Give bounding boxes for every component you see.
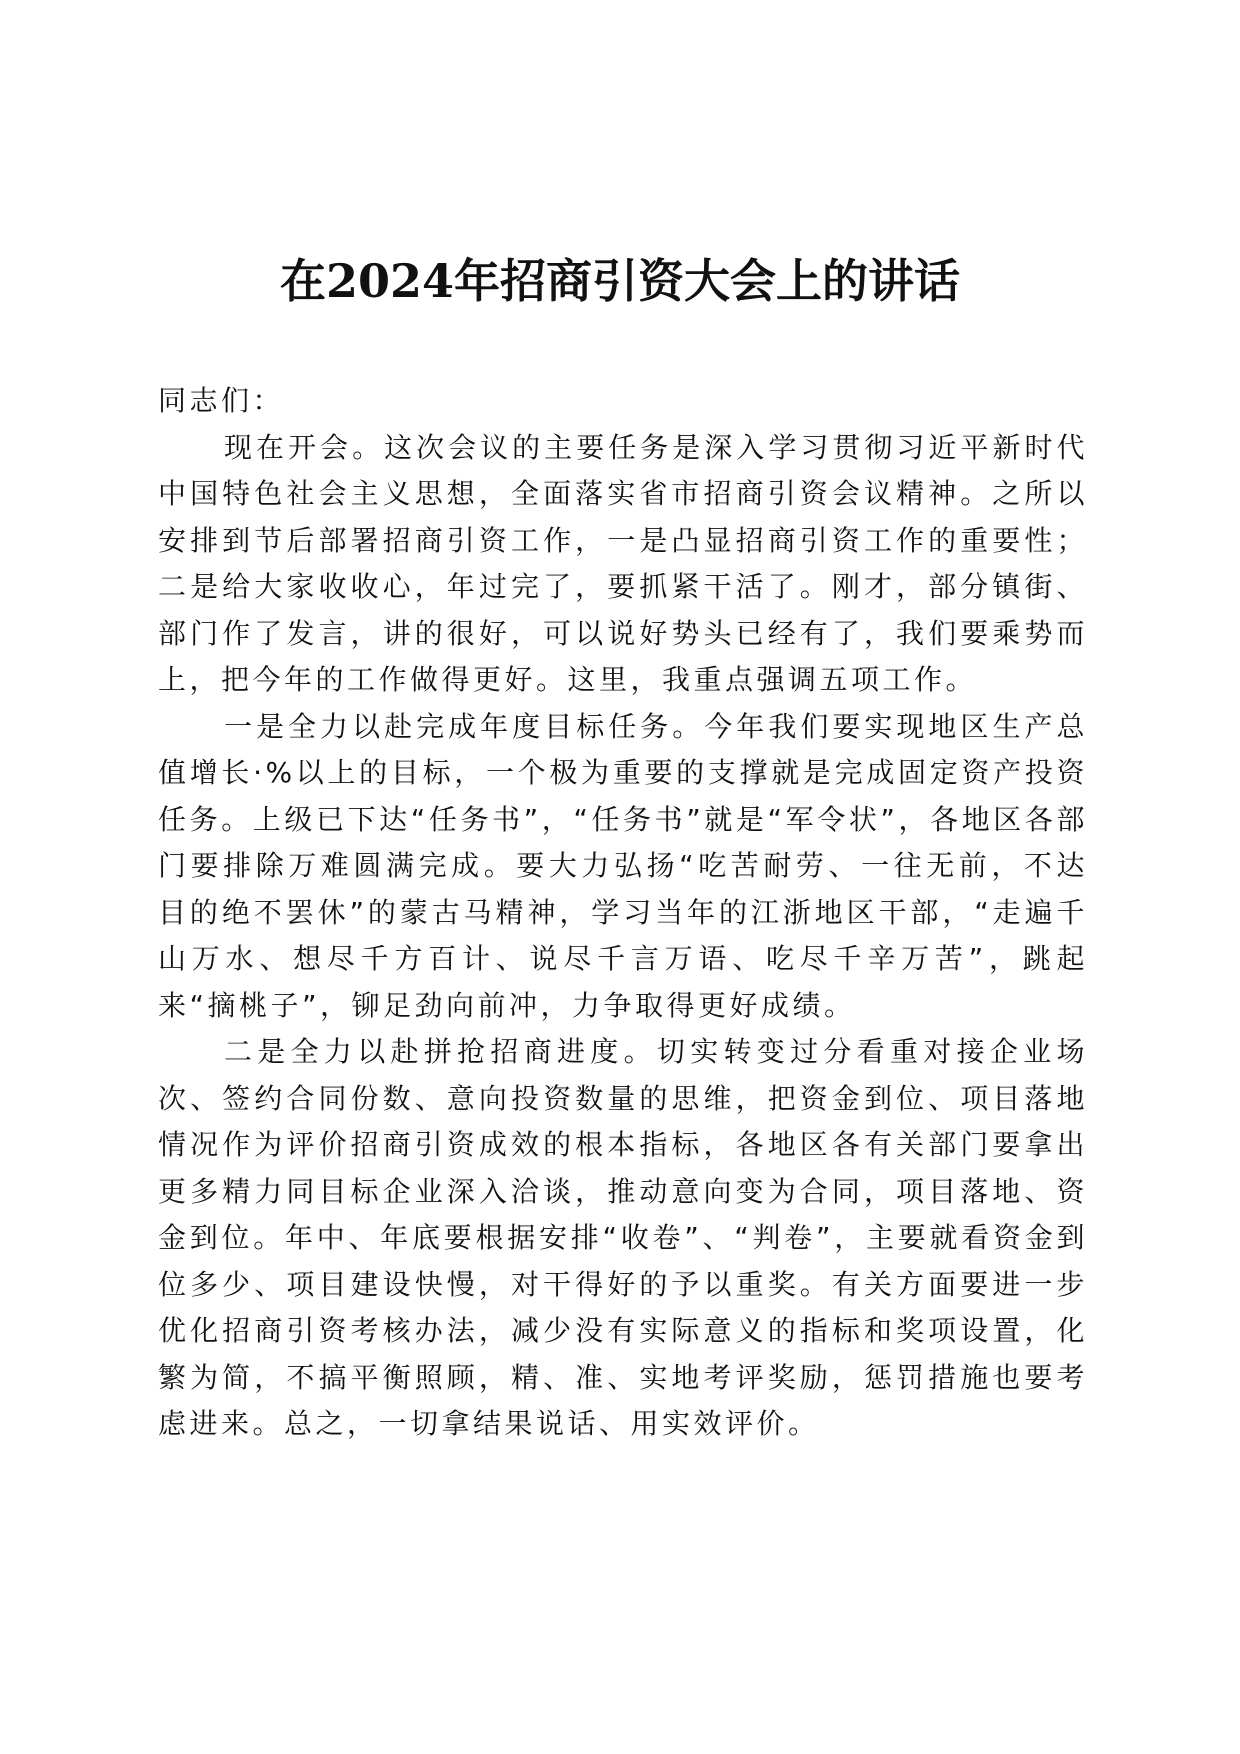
document-title: 在2024年招商引资大会上的讲话 [279, 254, 961, 308]
document-body [158, 378, 1088, 1448]
paragraph-opening: 现在开会。这次会议的主要任务是深入学习贯彻习近平新时代中国特色社会主义思想，全面落实省市招商引资会议精神。之所以安排到节后部署招商引资工作，一是凸显招商引资工作的重要性；二是给大家收收心，年过完了，要抓紧干活了。刚才，部分镇街、部门作了发言，讲的很好，可以说好势头已经有了，我们要乘势而上，把今年的工作做得更好。这里，我重点强调五项工作。 [158, 430, 1088, 696]
paragraph-point-two: 二是全力以赴拼抢招商进度。切实转变过分看重对接企业场次、签约合同份数、意向投资数量的思维，把资金到位、项目落地情况作为评价招商引资成效的根本指标，各地区各有关部门要拿出更多精力同目标企业深入洽谈，推动意向变为合同，项目落地、资金到位。年中、年底要根据安排“收卷”、“判卷”，主要就看资金到位多少、项目建设快慢，对干得好的予以重奖。有关方面要进一步优化招商引资考核办法，减少没有实际意义的指标和奖项设置，化繁为简，不搞平衡照顾，精、准、实地考评奖励，惩罚措施也要考虑进来。总之，一切拿结果说话、用实效评价。 [158, 1035, 1088, 1440]
paragraph-point-one: 一是全力以赴完成年度目标任务。今年我们要实现地区生产总值增长·%以上的目标，一个极为重要的支撑就是完成固定资产投资任务。上级已下达“任务书”，“任务书”就是“军令状”，各地区各部门要排除万难圆满完成。要大力弘扬“吃苦耐劳、一往无前，不达目的绝不罢休”的蒙古马精神，学习当年的江浙地区干部，“走遍千山万水、想尽千方百计、说尽千言万语、吃尽千辛万苦”，跳起来“摘桃子”，铆足劲向前冲，力争取得更好成绩。 [158, 709, 1088, 1022]
salutation: 同志们： [158, 384, 285, 417]
